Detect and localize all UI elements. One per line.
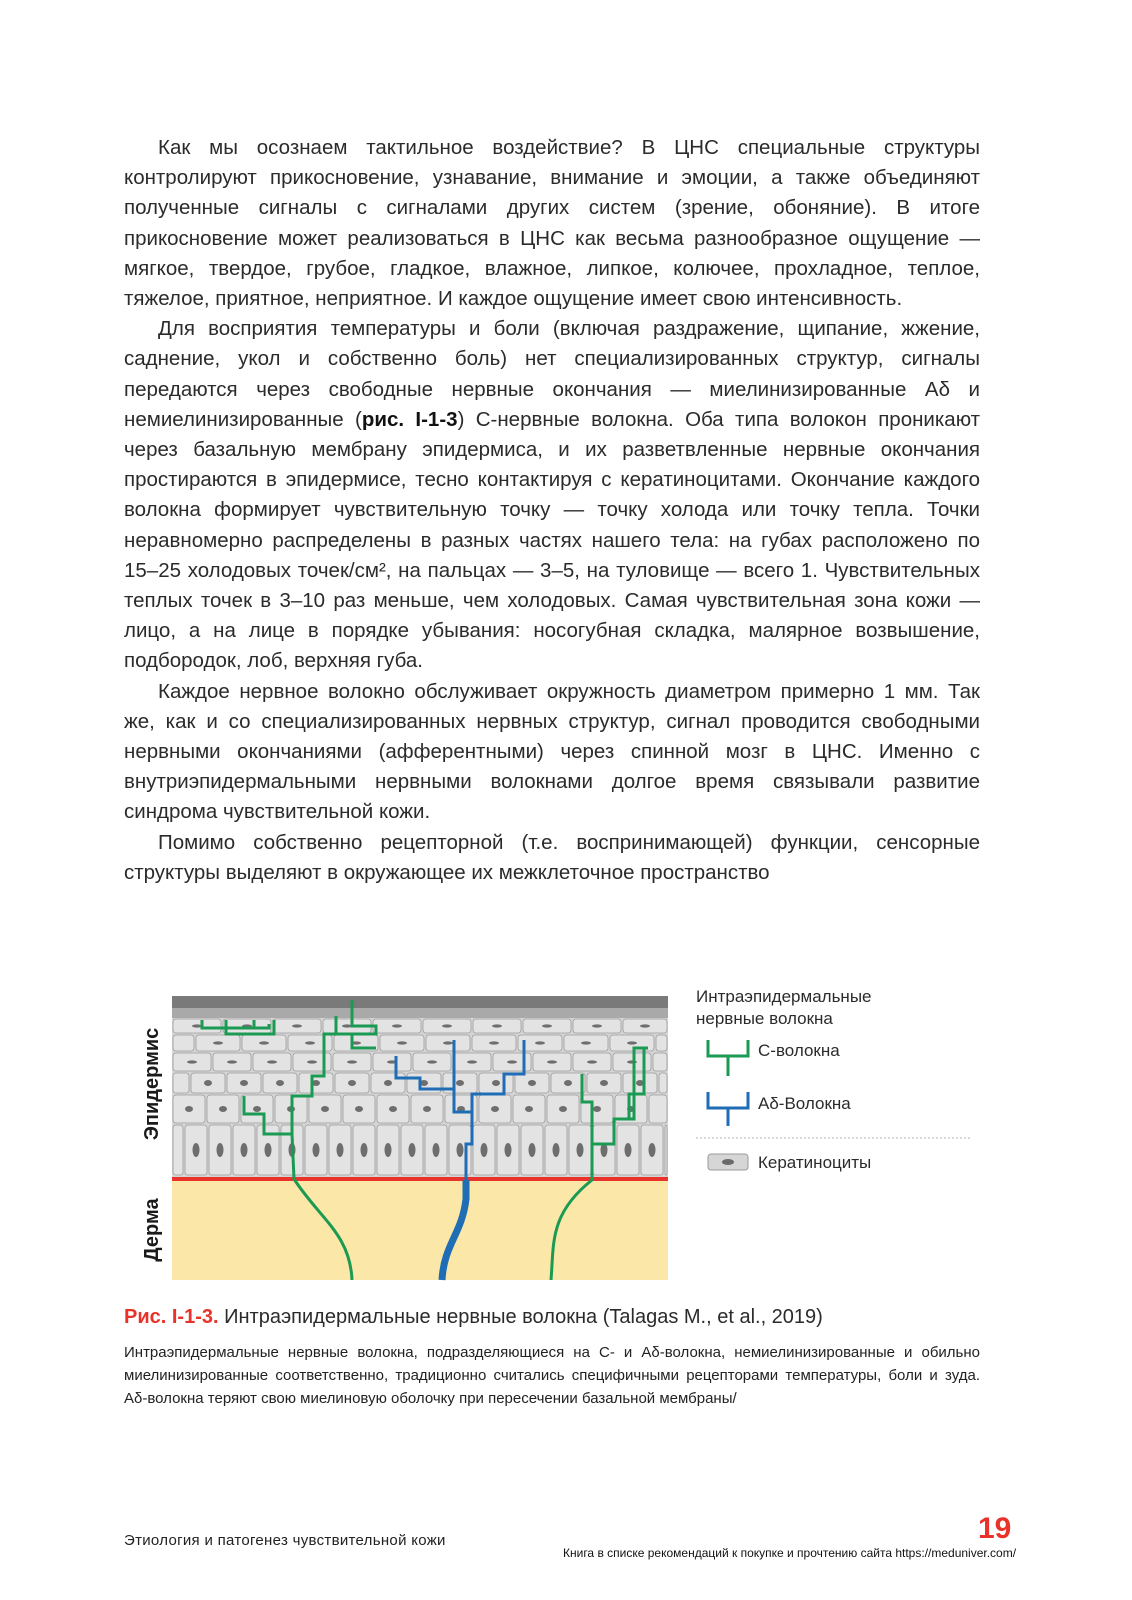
skin-diagram bbox=[124, 984, 994, 1304]
keratinocyte-cell bbox=[665, 1125, 667, 1175]
keratinocyte-nucleus bbox=[355, 1106, 363, 1112]
keratinocyte-nucleus bbox=[423, 1106, 431, 1112]
keratinocyte-nucleus bbox=[392, 1024, 402, 1027]
paragraph-4: Помимо собственно рецепторной (т.е. воспринимающей) функции, сенсорные структуры выделяют в окружающее их межклеточное пространство bbox=[124, 830, 980, 884]
keratinocyte-nucleus bbox=[542, 1024, 552, 1027]
keratinocyte-nucleus bbox=[240, 1080, 248, 1086]
keratinocyte-nucleus bbox=[547, 1060, 557, 1063]
keratinocyte-nucleus bbox=[213, 1041, 223, 1044]
keratinocyte-nucleus bbox=[467, 1060, 477, 1063]
keratinocyte-nucleus bbox=[528, 1080, 536, 1086]
keratinocyte-nucleus bbox=[489, 1041, 499, 1044]
figure-caption bbox=[124, 1306, 984, 1329]
keratinocyte-nucleus bbox=[577, 1143, 584, 1157]
epidermis-label: Эпидермис bbox=[141, 1027, 163, 1141]
figure-reference[interactable]: рис. I-1-3 bbox=[361, 407, 458, 431]
keratinocyte-nucleus bbox=[313, 1143, 320, 1157]
a-delta-legend-icon bbox=[708, 1092, 748, 1126]
keratinocyte-nucleus bbox=[321, 1106, 329, 1112]
keratinocyte-nucleus bbox=[348, 1080, 356, 1086]
keratinocyte-cell bbox=[173, 1073, 189, 1093]
keratinocyte-nucleus bbox=[529, 1143, 536, 1157]
keratinocyte-nucleus bbox=[187, 1060, 197, 1063]
keratinocyte-nucleus bbox=[587, 1060, 597, 1063]
keratinocyte-cell bbox=[649, 1095, 667, 1123]
legend-title-line-1: Интраэпидермальные bbox=[696, 987, 872, 1006]
keratinocyte-nucleus bbox=[507, 1060, 517, 1063]
keratinocyte-nucleus bbox=[492, 1024, 502, 1027]
keratinocyte-nucleus bbox=[640, 1024, 650, 1027]
keratinocyte-nucleus bbox=[347, 1060, 357, 1063]
keratinocyte-nucleus bbox=[193, 1143, 200, 1157]
keratinocyte-nucleus bbox=[592, 1024, 602, 1027]
stratum-corneum bbox=[172, 996, 668, 1008]
legend-title-line-2: нервные волокна bbox=[696, 1009, 833, 1028]
keratinocyte-nucleus bbox=[389, 1106, 397, 1112]
basement-membrane bbox=[172, 1177, 668, 1181]
paragraph-2-start: Для восприятия температуры и боли (включая раздражение, щипание, жжение, саднение, укол и собственно боль) нет специализированных структур, сигналы передаются через свободные нервные окончания — миелинизированные Аδ и немиелинизированные ( bbox=[124, 317, 980, 431]
running-footer-title: Этиология и патогенез чувствительной кожи bbox=[124, 1532, 446, 1549]
paragraph-2 bbox=[124, 314, 980, 676]
keratinocyte-nucleus bbox=[505, 1143, 512, 1157]
keratinocyte-nucleus bbox=[553, 1143, 560, 1157]
keratinocyte-nucleus bbox=[457, 1143, 464, 1157]
stratum-corneum-lower bbox=[172, 1008, 668, 1018]
keratinocyte-cell bbox=[659, 1073, 667, 1093]
keratinocyte-nucleus bbox=[491, 1106, 499, 1112]
keratinocyte-nucleus bbox=[219, 1106, 227, 1112]
keratinocyte-nucleus bbox=[492, 1080, 500, 1086]
keratinocyte-nucleus bbox=[292, 1024, 302, 1027]
figure-caption-text: Интраэпидермальные нервные волокна (Talagas M., et al., 2019) bbox=[218, 1306, 823, 1328]
paragraph-3: Каждое нервное волокно обслуживает окружность диаметром примерно 1 мм. Так же, как и со специализированных нервных структур, сигнал проводится свободными нервными окончаниями (афферентными) через спинной мозг в ЦНС. Именно с внутриэпидермальными нервными волокнами долгое время связывали развитие синдрома чувствительной кожи. bbox=[124, 679, 980, 824]
body-text bbox=[124, 133, 980, 888]
keratinocyte-nucleus bbox=[337, 1143, 344, 1157]
keratinocyte-nucleus bbox=[649, 1143, 656, 1157]
keratinocyte-nucleus bbox=[265, 1143, 272, 1157]
figure-note: Интраэпидермальные нервные волокна, подразделяющиеся на С- и Аδ-волокна, немиелинизированные и обильно миелинизированные соответственно, традиционно считались специфичными рецепторами температуры, боли и зуда. Аδ-волокна теряют свою миелиновую оболочку при пересечении базальной мембраны/ bbox=[124, 1344, 980, 1407]
keratinocyte-nucleus bbox=[185, 1106, 193, 1112]
keratinocyte-nucleus bbox=[456, 1080, 464, 1086]
keratinocyte-nucleus bbox=[525, 1106, 533, 1112]
keratinocyte-nucleus bbox=[397, 1041, 407, 1044]
figure-number: Рис. I-1-3. bbox=[124, 1306, 219, 1328]
keratinocyte-nucleus bbox=[581, 1041, 591, 1044]
keratinocyte-nucleus bbox=[409, 1143, 416, 1157]
keratinocyte-cell bbox=[173, 1125, 183, 1175]
keratinocyte-cell bbox=[653, 1053, 667, 1071]
keratinocyte-legend-nucleus bbox=[722, 1159, 734, 1165]
keratinocyte-nucleus bbox=[481, 1143, 488, 1157]
dermis-area bbox=[172, 1180, 668, 1280]
watermark-text: Книга в списке рекомендаций к покупке и прочтению сайта https://meduniver.com/ bbox=[563, 1546, 1017, 1560]
keratinocyte-nucleus bbox=[385, 1143, 392, 1157]
dermis-label: Дерма bbox=[141, 1198, 163, 1262]
keratinocyte-nucleus bbox=[427, 1060, 437, 1063]
legend-c-fibers: С-волокна bbox=[758, 1041, 840, 1060]
keratinocyte-nucleus bbox=[259, 1041, 269, 1044]
keratinocyte-nucleus bbox=[241, 1143, 248, 1157]
paragraph-1: Как мы осознаем тактильное воздействие? В ЦНС специальные структуры контролируют прикосновение, узнавание, внимание и эмоции, а также объединяют полученные сигналы с сигналами других систем (зрение, обоняние). В итоге прикосновение может реализоваться в ЦНС как весьма разнообразное ощущение — мягкое, твердое, грубое, гладкое, влажное, липкое, колючее, прохладное, теплое, тяжелое, приятное, неприятное. И каждое ощущение имеет свою интенсивность. bbox=[124, 136, 980, 311]
keratinocyte-nucleus bbox=[217, 1143, 224, 1157]
paragraph-2-end: ) С-нервные волокна. Оба типа волокон проникают через базальную мембрану эпидермиса, и их разветвленные нервные окончания простираются в эпидермисе, тесно контактируя с кератиноцитами. Окончание каждого волокна формирует чувствительную точку — точку холода или точку тепла. Точки неравномерно распределены в разных частях нашего тела: на губах расположено по 15–25 холодовых точек/см², на пальцах — 3–5, на туловище — всего 1. Чувствительных теплых точек в 3–10 раз меньше, чем холодовых. Самая чувствительная зона кожи — лицо, а на лице в порядке убывания: носогубная складка, малярное возвышение, подбородок, лоб, верхняя губа. bbox=[124, 407, 981, 673]
keratinocyte-nucleus bbox=[625, 1143, 632, 1157]
keratinocyte-nucleus bbox=[227, 1060, 237, 1063]
keratinocyte-nucleus bbox=[204, 1080, 212, 1086]
keratinocyte-nucleus bbox=[267, 1060, 277, 1063]
keratinocyte-nucleus bbox=[442, 1024, 452, 1027]
keratinocyte-nucleus bbox=[361, 1143, 368, 1157]
keratinocyte-nucleus bbox=[253, 1106, 261, 1112]
c-fiber-legend-icon bbox=[708, 1040, 748, 1076]
keratinocyte-nucleus bbox=[443, 1041, 453, 1044]
keratinocyte-nucleus bbox=[307, 1060, 317, 1063]
keratinocyte-nucleus bbox=[600, 1080, 608, 1086]
keratinocyte-nucleus bbox=[627, 1041, 637, 1044]
keratinocyte-nucleus bbox=[559, 1106, 567, 1112]
keratinocyte-nucleus bbox=[433, 1143, 440, 1157]
keratinocyte-nucleus bbox=[564, 1080, 572, 1086]
page-number: 19 bbox=[978, 1512, 1012, 1545]
keratinocyte-nucleus bbox=[535, 1041, 545, 1044]
keratinocyte-nucleus bbox=[384, 1080, 392, 1086]
legend-a-delta-fibers: Аδ-Волокна bbox=[758, 1094, 851, 1113]
keratinocyte-cell bbox=[656, 1035, 667, 1051]
keratinocyte-nucleus bbox=[276, 1080, 284, 1086]
keratinocyte-cell bbox=[173, 1035, 194, 1051]
legend-keratinocytes: Кератиноциты bbox=[758, 1153, 872, 1172]
keratinocyte-nucleus bbox=[305, 1041, 315, 1044]
keratinocyte-nucleus bbox=[593, 1106, 601, 1112]
